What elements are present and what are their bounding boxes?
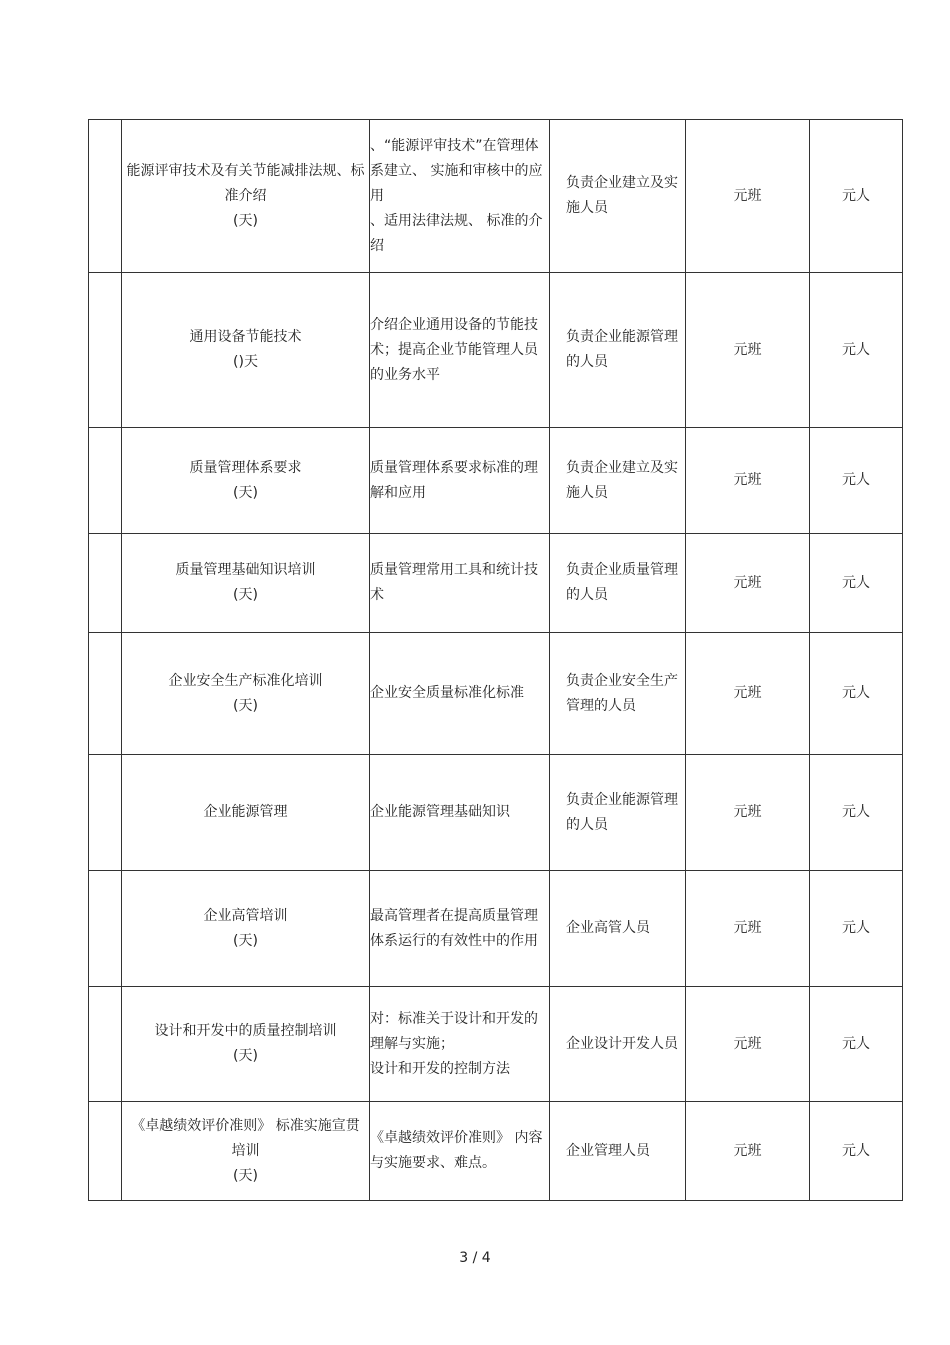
- class-fee: 元班: [733, 685, 762, 701]
- course-name-cell: [122, 273, 370, 428]
- class-fee-cell: [686, 871, 810, 987]
- target-audience: 企业高管人员: [566, 920, 650, 936]
- row-number-cell: [89, 120, 122, 273]
- page-number: 3 / 4: [459, 1250, 491, 1266]
- target-audience-cell: [550, 755, 686, 871]
- class-fee: 元班: [733, 920, 762, 936]
- course-content-cell: [370, 871, 550, 987]
- target-audience: 负责企业安全生产管理的人员: [566, 672, 678, 714]
- course-content-cell: [370, 633, 550, 755]
- course-content: 质量管理体系要求标准的理解和应用: [370, 459, 538, 501]
- table-row: [89, 1102, 903, 1201]
- row-number-cell: [89, 1102, 122, 1201]
- person-fee-cell: [810, 987, 903, 1102]
- course-name-cell: [122, 987, 370, 1102]
- course-name-cell: [122, 428, 370, 534]
- table-row: [89, 871, 903, 987]
- target-audience-cell: [550, 428, 686, 534]
- person-fee-cell: [810, 755, 903, 871]
- course-name-cell: [122, 1102, 370, 1201]
- course-name: 企业高管培训 (天): [203, 907, 288, 949]
- row-number-cell: [89, 987, 122, 1102]
- course-name: 能源评审技术及有关节能减排法规、标准介绍 (天): [126, 162, 365, 229]
- target-audience-cell: [550, 273, 686, 428]
- person-fee: 元人: [842, 920, 870, 936]
- course-name-cell: [122, 755, 370, 871]
- class-fee-cell: [686, 633, 810, 755]
- class-fee: 元班: [733, 472, 762, 488]
- target-audience: 负责企业建立及实施人员: [566, 459, 678, 501]
- class-fee-cell: [686, 1102, 810, 1201]
- course-content: 《卓越绩效评价准则》 内容与实施要求、难点。: [370, 1130, 543, 1171]
- course-name: 质量管理基础知识培训 (天): [175, 562, 316, 603]
- person-fee: 元人: [842, 574, 870, 591]
- person-fee: 元人: [842, 1035, 870, 1052]
- course-content-cell: [370, 534, 550, 633]
- course-content: 、“能源评审技术”在管理体系建立、 实施和审核中的应用 、适用法律法规、 标准的介绍: [370, 137, 543, 254]
- course-content: 企业安全质量标准化标准: [370, 685, 524, 701]
- course-name: 企业安全生产标准化培训 (天): [168, 672, 323, 714]
- person-fee-cell: [810, 428, 903, 534]
- course-content: 最高管理者在提高质量管理体系运行的有效性中的作用: [370, 907, 538, 949]
- class-fee-cell: [686, 120, 810, 273]
- class-fee: 元班: [733, 574, 762, 591]
- course-content-cell: [370, 120, 550, 273]
- target-audience: 负责企业能源管理的人员: [566, 791, 678, 833]
- course-content: 对：标准关于设计和开发的理解与实施； 设计和开发的控制方法: [370, 1010, 538, 1077]
- class-fee-cell: [686, 755, 810, 871]
- person-fee: 元人: [842, 804, 870, 820]
- class-fee: 元班: [733, 804, 762, 820]
- course-content-cell: [370, 428, 550, 534]
- person-fee: 元人: [842, 341, 870, 358]
- person-fee-cell: [810, 120, 903, 273]
- course-content: 介绍企业通用设备的节能技术；提高企业节能管理人员的业务水平: [370, 316, 538, 383]
- target-audience-cell: [550, 120, 686, 273]
- row-number-cell: [89, 633, 122, 755]
- class-fee-cell: [686, 534, 810, 633]
- target-audience: 负责企业建立及实施人员: [566, 175, 678, 216]
- class-fee-cell: [686, 428, 810, 534]
- person-fee-cell: [810, 273, 903, 428]
- person-fee: 元人: [842, 685, 870, 701]
- course-content-cell: [370, 755, 550, 871]
- table-row: [89, 273, 903, 428]
- training-course-table: [88, 119, 903, 1201]
- target-audience: 负责企业质量管理的人员: [566, 562, 678, 603]
- course-content-cell: [370, 1102, 550, 1201]
- table-row: [89, 428, 903, 534]
- target-audience: 负责企业能源管理的人员: [566, 329, 678, 370]
- target-audience-cell: [550, 871, 686, 987]
- row-number-cell: [89, 755, 122, 871]
- course-content-cell: [370, 273, 550, 428]
- course-name-cell: [122, 871, 370, 987]
- row-number-cell: [89, 273, 122, 428]
- class-fee: 元班: [733, 1142, 762, 1159]
- person-fee-cell: [810, 534, 903, 633]
- person-fee: 元人: [842, 1142, 870, 1159]
- person-fee-cell: [810, 871, 903, 987]
- target-audience-cell: [550, 633, 686, 755]
- table-row: [89, 755, 903, 871]
- class-fee-cell: [686, 987, 810, 1102]
- course-name: 质量管理体系要求 (天): [189, 459, 302, 501]
- course-name-cell: [122, 120, 370, 273]
- course-name-cell: [122, 534, 370, 633]
- course-content-cell: [370, 987, 550, 1102]
- person-fee-cell: [810, 633, 903, 755]
- class-fee: 元班: [733, 341, 762, 358]
- row-number-cell: [89, 428, 122, 534]
- course-name: 《卓越绩效评价准则》 标准实施宣贯培训 (天): [131, 1117, 360, 1184]
- class-fee-cell: [686, 273, 810, 428]
- course-content: 质量管理常用工具和统计技术: [370, 562, 538, 603]
- target-audience-cell: [550, 987, 686, 1102]
- person-fee: 元人: [842, 472, 870, 488]
- row-number-cell: [89, 534, 122, 633]
- course-content: 企业能源管理基础知识: [370, 804, 510, 820]
- course-name-cell: [122, 633, 370, 755]
- course-name: 企业能源管理: [203, 804, 288, 820]
- target-audience-cell: [550, 1102, 686, 1201]
- class-fee: 元班: [733, 1035, 762, 1052]
- row-number-cell: [89, 871, 122, 987]
- table-row: [89, 633, 903, 755]
- target-audience-cell: [550, 534, 686, 633]
- target-audience: 企业设计开发人员: [566, 1035, 678, 1052]
- course-name: 设计和开发中的质量控制培训 (天): [154, 1023, 337, 1064]
- table-row: [89, 120, 903, 273]
- person-fee-cell: [810, 1102, 903, 1201]
- table-row: [89, 987, 903, 1102]
- table-row: [89, 534, 903, 633]
- target-audience: 企业管理人员: [566, 1142, 650, 1159]
- class-fee: 元班: [733, 187, 762, 204]
- person-fee: 元人: [842, 187, 870, 204]
- course-name: 通用设备节能技术 ()天: [189, 329, 302, 370]
